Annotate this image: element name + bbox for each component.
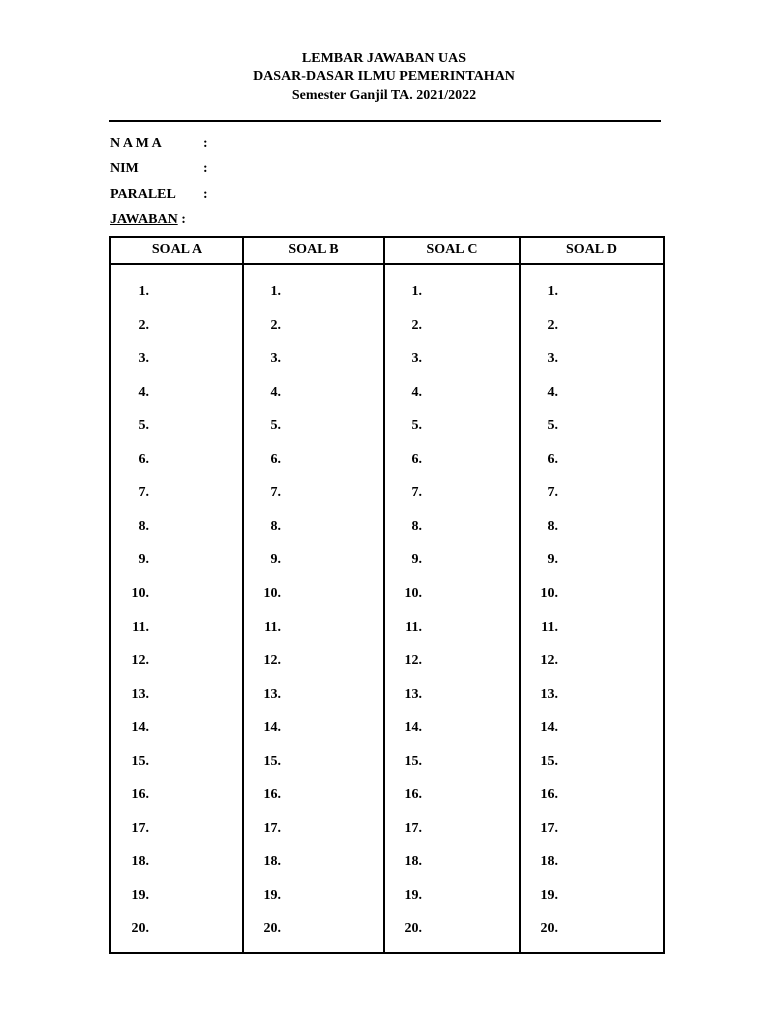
table-column-header: SOAL A — [151, 242, 203, 257]
answer-number: 10. — [540, 586, 558, 601]
nim-label: NIM — [110, 161, 139, 176]
answer-number: 9. — [547, 552, 558, 567]
table-column-header: SOAL B — [288, 242, 339, 257]
answer-number: 5. — [411, 418, 422, 433]
answer-number: 12. — [404, 653, 422, 668]
answer-number: 1. — [547, 284, 558, 299]
jawaban-label: JAWABAN — [110, 212, 178, 227]
answer-number: 13. — [404, 687, 422, 702]
answer-number: 20. — [404, 921, 422, 936]
answer-number: 3. — [547, 351, 558, 366]
answer-number: 1. — [270, 284, 281, 299]
table-column-header: SOAL D — [566, 242, 617, 257]
name-label: N A M A — [110, 136, 162, 151]
answer-number: 7. — [138, 485, 149, 500]
name-field-row — [110, 135, 208, 153]
answer-number: 3. — [411, 351, 422, 366]
answer-number: 9. — [411, 552, 422, 567]
answer-number: 13. — [540, 687, 558, 702]
answer-number: 1. — [411, 284, 422, 299]
answer-number: 16. — [263, 787, 281, 802]
answer-number: 13. — [263, 687, 281, 702]
answer-number: 18. — [131, 854, 149, 869]
name-colon: : — [203, 136, 208, 151]
answer-number: 8. — [138, 519, 149, 534]
answer-number: 5. — [138, 418, 149, 433]
answer-number: 15. — [540, 754, 558, 769]
answer-number: 20. — [263, 921, 281, 936]
answer-number: 14. — [263, 720, 281, 735]
answer-number: 12. — [263, 653, 281, 668]
answer-number: 11. — [132, 620, 149, 635]
answer-number: 17. — [540, 821, 558, 836]
answer-number: 13. — [131, 687, 149, 702]
answer-number: 15. — [404, 754, 422, 769]
answer-number: 14. — [540, 720, 558, 735]
answer-number: 11. — [541, 620, 558, 635]
nim-colon: : — [203, 161, 208, 176]
answer-number: 17. — [131, 821, 149, 836]
answer-number: 17. — [263, 821, 281, 836]
answer-number: 2. — [138, 318, 149, 333]
answer-number: 6. — [138, 452, 149, 467]
answer-number: 11. — [264, 620, 281, 635]
header-divider — [109, 120, 661, 122]
answer-number: 8. — [547, 519, 558, 534]
answer-number: 4. — [411, 385, 422, 400]
answer-number: 16. — [131, 787, 149, 802]
answer-number: 2. — [547, 318, 558, 333]
answer-number: 7. — [270, 485, 281, 500]
table-column-header: SOAL C — [426, 242, 478, 257]
answer-number: 15. — [263, 754, 281, 769]
answer-number: 3. — [138, 351, 149, 366]
paralel-field-row — [110, 186, 208, 204]
answer-number: 19. — [540, 888, 558, 903]
answer-number: 12. — [540, 653, 558, 668]
answer-number: 11. — [405, 620, 422, 635]
paralel-colon: : — [203, 187, 208, 202]
answer-number: 16. — [540, 787, 558, 802]
answer-number: 2. — [270, 318, 281, 333]
document-semester: Semester Ganjil TA. 2021/2022 — [291, 88, 477, 103]
answer-number: 12. — [131, 653, 149, 668]
paralel-label: PARALEL — [110, 187, 176, 202]
answer-number: 7. — [547, 485, 558, 500]
answer-number: 8. — [411, 519, 422, 534]
answer-number: 15. — [131, 754, 149, 769]
answer-number: 19. — [263, 888, 281, 903]
answer-number: 7. — [411, 485, 422, 500]
answer-number: 4. — [547, 385, 558, 400]
answer-number: 4. — [270, 385, 281, 400]
answer-number: 14. — [131, 720, 149, 735]
answer-number: 6. — [411, 452, 422, 467]
document-subject: DASAR-DASAR ILMU PEMERINTAHAN — [253, 69, 515, 84]
answer-number: 9. — [270, 552, 281, 567]
answer-number: 16. — [404, 787, 422, 802]
answer-number: 10. — [131, 586, 149, 601]
answer-number: 19. — [131, 888, 149, 903]
answer-number: 1. — [138, 284, 149, 299]
answer-number: 20. — [131, 921, 149, 936]
answer-number: 4. — [138, 385, 149, 400]
answer-number: 18. — [540, 854, 558, 869]
answer-number: 14. — [404, 720, 422, 735]
jawaban-colon: : — [177, 212, 186, 227]
answer-number: 6. — [547, 452, 558, 467]
answer-number: 17. — [404, 821, 422, 836]
answer-number: 3. — [270, 351, 281, 366]
answer-table — [109, 236, 665, 954]
answer-number: 6. — [270, 452, 281, 467]
answer-number: 20. — [540, 921, 558, 936]
answer-number: 9. — [138, 552, 149, 567]
answer-number: 19. — [404, 888, 422, 903]
jawaban-row — [110, 211, 186, 229]
answer-number: 2. — [411, 318, 422, 333]
answer-number: 10. — [404, 586, 422, 601]
answer-number: 5. — [547, 418, 558, 433]
table-header-divider — [111, 263, 663, 265]
nim-field-row — [110, 160, 208, 178]
answer-number: 10. — [263, 586, 281, 601]
document-title: LEMBAR JAWABAN UAS — [301, 51, 467, 66]
answer-number: 18. — [263, 854, 281, 869]
answer-number: 8. — [270, 519, 281, 534]
answer-number: 18. — [404, 854, 422, 869]
answer-number: 5. — [270, 418, 281, 433]
